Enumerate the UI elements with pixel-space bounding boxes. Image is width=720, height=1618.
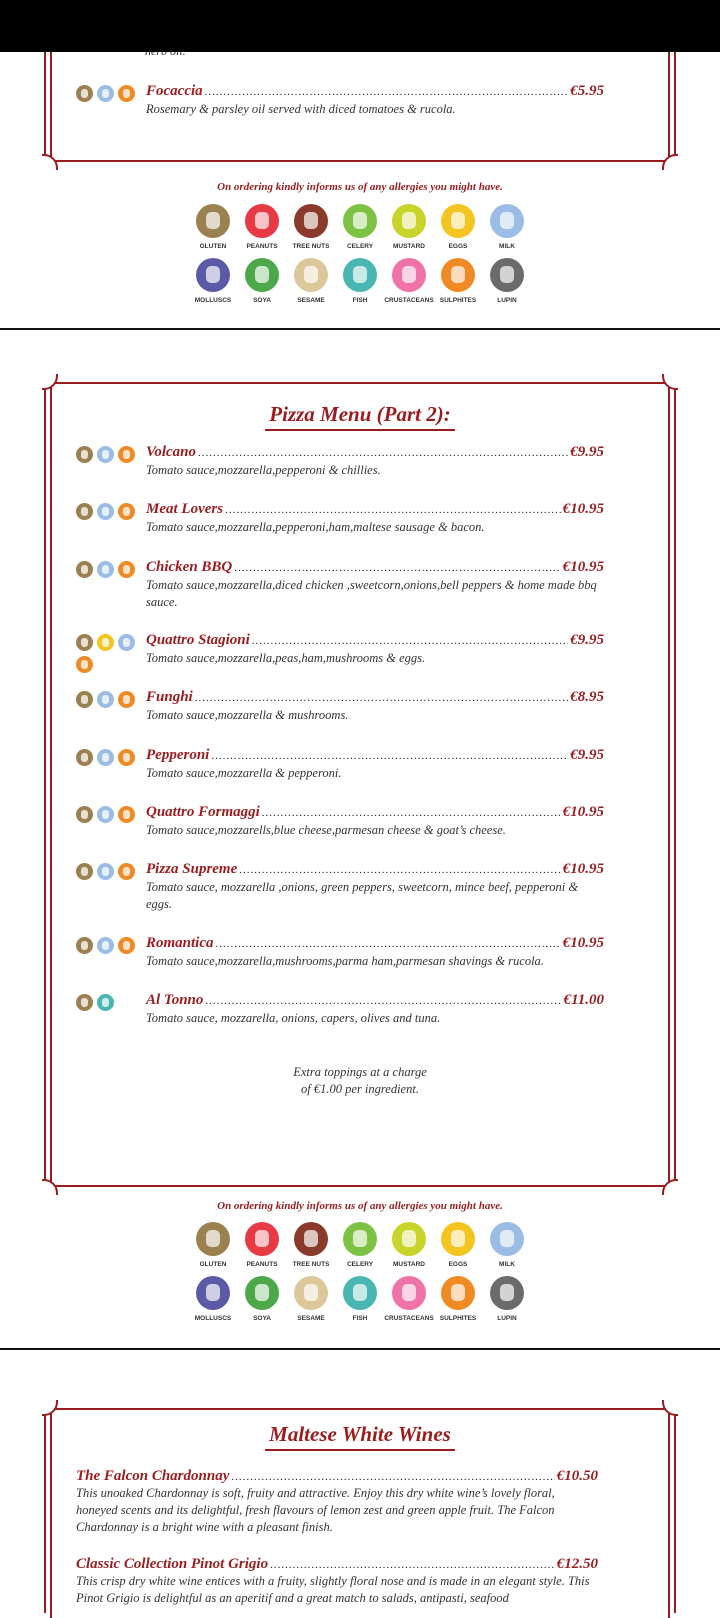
allergen-icons [76,806,144,824]
gluten-icon [76,85,93,102]
crustacean-icon [392,258,426,292]
sulphites-icon [76,656,93,673]
item-description: Tomato sauce, mozzarella ,onions, green peppers, sweetcorn, mince beef, pepperoni & eggs. [146,880,579,911]
legend-label: EGGS [448,243,468,250]
mustard-icon [392,204,426,238]
gluten-icon [76,937,93,954]
wine-description: This crisp dry white wine entices with a fruity, slightly floral nose and is made in an elegant style. This Pinot Grigio is delightful as an aperitif and a great match to salads, antipasti, seafood [76,1574,590,1605]
lupin-icon [490,1276,524,1310]
wheat-icon [196,204,230,238]
section-divider [0,1348,720,1350]
item-price: €10.95 [562,804,604,820]
item-price: €11.00 [563,992,604,1008]
sulphites-icon [441,1276,475,1310]
sulphites-icon [118,446,135,463]
legend-label: SESAME [297,1315,325,1322]
item-description: Tomato sauce,mozzarella,pepperoni & chillies. [146,463,381,477]
legend-label: MOLLUSCS [194,297,232,304]
allergen-icons [76,749,144,767]
fish-icon [97,994,114,1011]
soya-icon [245,258,279,292]
legend-label: CRUSTACEANS [384,1315,434,1322]
item-name: Chicken BBQ [146,559,233,575]
peanut-icon [245,1222,279,1256]
item-name: Pepperoni [146,747,210,763]
milk-icon [97,446,114,463]
milk-icon [490,204,524,238]
legend-label: MILK [499,1261,515,1268]
item-price: €10.95 [562,501,604,517]
item-price: €10.95 [562,559,604,575]
wheat-icon [196,1222,230,1256]
item-description: Tomato sauce,mozzarella,peas,ham,mushrooms & eggs. [146,651,426,665]
wine-item-falcon-chardonnay [76,1468,598,1536]
item-name: Focaccia [146,83,203,99]
legend-label: PEANUTS [246,1261,278,1268]
sulphites-icon [118,937,135,954]
item-description: Tomato sauce,mozzarella,mushrooms,parma ham,parmesan shavings & rucola. [146,954,544,968]
gluten-icon [76,503,93,520]
egg-icon [441,204,475,238]
legend-item [484,204,530,250]
sulphites-icon [118,806,135,823]
legend-item [484,1276,530,1322]
wine-description: This unoaked Chardonnay is soft, fruity and attractive. Enjoy this dry white wine’s lovely floral, honeyed scents and its delightful, fresh flavours of lemon zest and green apple fruit. The Falcon Chardonnay is a bright wine with a pleasant finish. [76,1486,555,1534]
allergen-legend [190,204,530,304]
legend-label: TREE NUTS [292,1261,330,1268]
item-name: Romantica [146,935,214,951]
item-description: Tomato sauce,mozzarella & pepperoni. [146,766,342,780]
mollusc-icon [196,1276,230,1310]
milk-icon [118,634,135,651]
legend-label: PEANUTS [246,243,278,250]
item-price: €8.95 [570,689,604,705]
celery-icon [343,1222,377,1256]
legend-label: SOYA [253,297,271,304]
wine-price: €12.50 [556,1556,598,1572]
item-description: Tomato sauce,mozzarella,pepperoni,ham,maltese sausage & bacon. [146,520,485,534]
legend-label: CRUSTACEANS [384,297,434,304]
item-price: €9.95 [570,632,604,648]
legend-label: LUPIN [497,297,517,304]
legend-label: MOLLUSCS [194,1315,232,1322]
sulphites-icon [118,561,135,578]
sesame-icon [294,258,328,292]
sulphites-icon [118,863,135,880]
sulphites-icon [118,691,135,708]
soya-icon [245,1276,279,1310]
gluten-icon [76,446,93,463]
item-name: Pizza Supreme [146,861,238,877]
gluten-icon [76,691,93,708]
milk-icon [97,937,114,954]
item-name: Volcano [146,444,197,460]
allergen-icons [76,503,144,521]
allergy-note-2: On ordering kindly informs us of any allergies you might have. [217,1200,503,1212]
legend-label: FISH [352,1315,368,1322]
gluten-icon [76,561,93,578]
extra-toppings-note: Extra toppings at a charge of €1.00 per ingredient. [293,1065,427,1096]
sulphites-icon [118,503,135,520]
status-bar [0,0,720,52]
legend-label: SULPHITES [439,297,477,304]
milk-icon [97,749,114,766]
wine-menu-title: Maltese White Wines [0,1422,720,1451]
legend-label: LUPIN [497,1315,517,1322]
sesame-icon [294,1276,328,1310]
legend-label: TREE NUTS [292,243,330,250]
allergen-icons [76,937,144,955]
item-description: Rosemary & parsley oil served with diced tomatoes & rucola. [146,102,456,116]
milk-icon [97,85,114,102]
milk-icon [490,1222,524,1256]
allergen-icons [76,446,144,464]
item-name: Meat Lovers [146,501,224,517]
legend-label: CELERY [346,243,374,250]
wine-price: €10.50 [556,1468,598,1484]
milk-icon [97,503,114,520]
item-price: €10.95 [562,935,604,951]
item-price: €5.95 [570,83,604,99]
eggs-icon [97,634,114,651]
allergen-icons [76,691,144,709]
item-description: Tomato sauce, mozzarella, onions, capers, olives and tuna. [146,1011,441,1025]
sulphites-icon [441,258,475,292]
legend-label: CELERY [346,1261,374,1268]
egg-icon [441,1222,475,1256]
legend-label: GLUTEN [199,1261,227,1268]
legend-label: EGGS [448,1261,468,1268]
allergy-note: On ordering kindly informs us of any allergies you might have. [217,181,503,193]
milk-icon [97,561,114,578]
lupin-icon [490,258,524,292]
legend-label: GLUTEN [199,243,227,250]
section-divider [0,328,720,330]
allergen-icons [76,863,144,881]
wine-name: The Falcon Chardonnay [76,1468,230,1484]
legend-item [484,1222,530,1268]
item-description: Tomato sauce,mozzarella & mushrooms. [146,708,349,722]
allergen-icons [76,85,144,103]
milk-icon [97,806,114,823]
mustard-icon [392,1222,426,1256]
allergen-icons [76,561,144,579]
legend-label: MUSTARD [392,1261,425,1268]
gluten-icon [76,806,93,823]
legend-label: SESAME [297,297,325,304]
gluten-icon [76,863,93,880]
item-price: €10.95 [562,861,604,877]
milk-icon [97,863,114,880]
legend-item [484,258,530,304]
crustacean-icon [392,1276,426,1310]
sulphites-icon [118,85,135,102]
gluten-icon [76,994,93,1011]
item-price: €9.95 [570,747,604,763]
mollusc-icon [196,258,230,292]
legend-label: FISH [352,297,368,304]
item-description: Tomato sauce,mozzarella,diced chicken ,sweetcorn,onions,bell peppers & home made bbq sauce. [146,578,597,609]
allergen-legend-2 [190,1222,530,1322]
peanut-icon [245,204,279,238]
gluten-icon [76,749,93,766]
item-name: Quattro Formaggi [146,804,260,820]
fish-icon [343,1276,377,1310]
allergen-icons [76,994,144,1012]
legend-label: MUSTARD [392,243,425,250]
fish-icon [343,258,377,292]
item-name: Funghi [146,689,193,705]
item-name: Al Tonno [146,992,204,1008]
tree-nut-icon [294,204,328,238]
legend-label: MILK [499,243,515,250]
gluten-icon [76,634,93,651]
wine-item-pinot-grigio [76,1556,598,1607]
allergen-icons [76,634,144,673]
sulphites-icon [118,749,135,766]
wine-name: Classic Collection Pinot Grigio [76,1556,269,1572]
tree-nut-icon [294,1222,328,1256]
pizza-menu-title: Pizza Menu (Part 2): [0,402,720,431]
legend-label: SULPHITES [439,1315,477,1322]
legend-label: SOYA [253,1315,271,1322]
item-price: €9.95 [570,444,604,460]
item-name: Quattro Stagioni [146,632,250,648]
item-description: Tomato sauce,mozzarells,blue cheese,parmesan cheese & goat’s cheese. [146,823,506,837]
milk-icon [97,691,114,708]
celery-icon [343,204,377,238]
